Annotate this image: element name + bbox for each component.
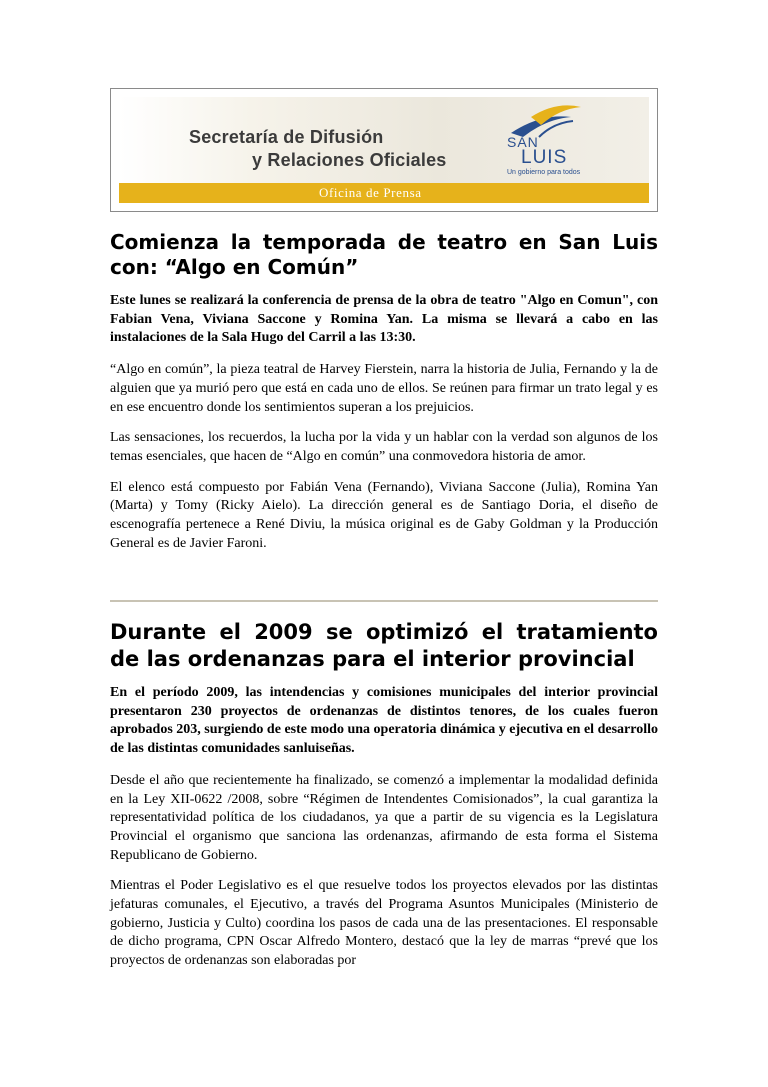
article-1-paragraph: “Algo en común”, la pieza teatral de Harvey Fierstein, narra la historia de Julia, Fernando y la de alguien que ya murió pero que está en cada uno de ellos. Se reúnen para firmar un trato legal y es en ese encuentro donde los sentimientos superan a los prejuicios.	[110, 362, 658, 415]
article-2-paragraph: Mientras el Poder Legislativo es el que resuelve todos los proyectos elevados por las distintas jefaturas comunales, el Ejecutivo, a través del Programa Asuntos Municipales (Ministerio de gobierno, Justicia y Culto) coordina los pasos de cada una de las presentaciones. El responsable de dicho programa, CPN Oscar Alfredo Montero, destacó que la ley de marras “prevé que los proyectos de ordenanzas son elaboradas por	[110, 878, 658, 969]
banner-title-line1: Secretaría de Difusión	[189, 127, 384, 147]
banner-office-bar	[119, 183, 649, 203]
section-divider	[110, 600, 658, 602]
banner-office-label: Oficina de Prensa	[319, 185, 422, 200]
header-banner	[110, 88, 658, 212]
article-2-headline: Durante el 2009 se optimizó el tratamiento de las ordenanzas para el interior provincial	[110, 620, 658, 671]
logo-text-luis: LUIS	[521, 147, 568, 168]
article-1-paragraph: Las sensaciones, los recuerdos, la lucha por la vida y un hablar con la verdad son algunos de los temas esenciales, que hacen de “Algo en común” una conmovedora historia de amor.	[110, 430, 658, 464]
logo-text-san: SAN	[507, 134, 539, 150]
logo-tagline: Un gobierno para todos	[507, 169, 581, 176]
article-1-headline: Comienza la temporada de teatro en San Luis con: “Algo en Común”	[110, 230, 658, 279]
article-1-paragraph: El elenco está compuesto por Fabián Vena (Fernando), Viviana Saccone (Julia), Romina Yan (Marta) y Tomy (Ricky Aielo). La dirección general es de Santiago Doria, el diseño de escenografía pertenece a René Diviu, la música original es de Gaby Goldman y la Producción General es de Javier Faroni.	[110, 479, 658, 551]
banner-background	[119, 97, 649, 203]
article-1	[110, 230, 658, 553]
san-luis-logo	[501, 103, 649, 179]
banner-title-line2: y Relaciones Oficiales	[252, 150, 447, 170]
article-2-lead: En el período 2009, las intendencias y comisiones municipales del interior provincial presentaron 230 proyectos de ordenanzas de distintos tenores, de los cuales fueron aprobados 203, surgiendo de este modo una operatoria dinámica y ejecutiva en el desarrollo de las distintas comunidades sanluiseñas.	[110, 685, 658, 757]
article-1-lead: Este lunes se realizará la conferencia de prensa de la obra de teatro "Algo en Comun", con Fabian Vena, Viviana Saccone y Romina Yan. La misma se llevará a cabo en las instalaciones de la Sala Hugo del Carril a las 13:30.	[110, 293, 658, 346]
article-2-paragraph: Desde el año que recientemente ha finalizado, se comenzó a implementar la modalidad definida en la Ley XII-0622 /2008, sobre “Régimen de Intendentes Comisionados”, la cual garantiza la representatividad política de los ciudadanos, ya que a partir de su vigencia es la Legislatura Provincial el organismo que sanciona las ordenanzas, afirmando de esta forma el Sistema Republicano de Gobierno.	[110, 772, 658, 863]
article-2	[110, 619, 658, 971]
